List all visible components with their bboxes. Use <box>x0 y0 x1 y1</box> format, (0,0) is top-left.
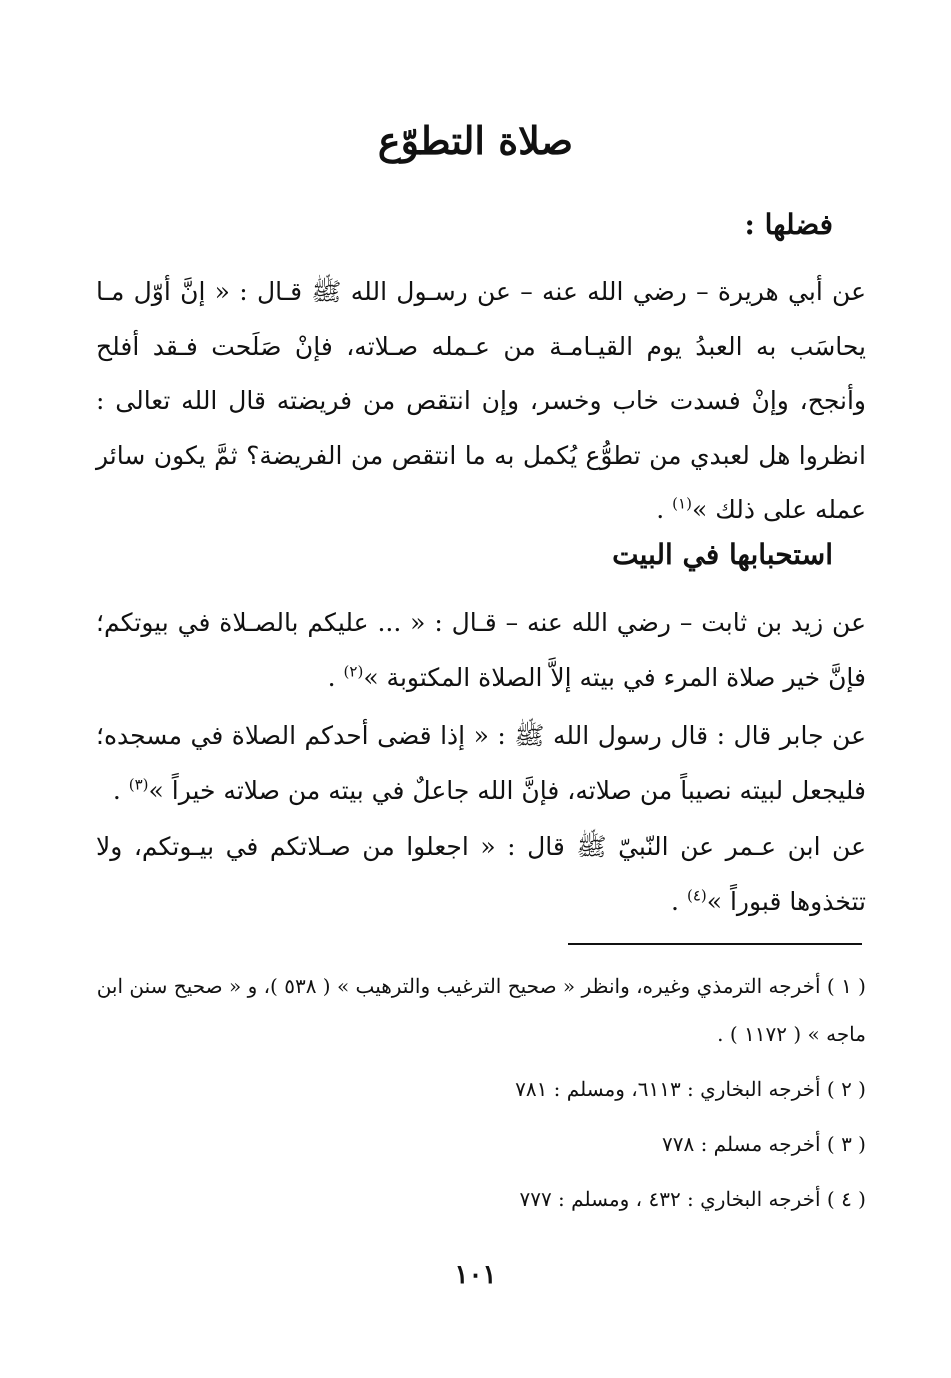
page-number: ١٠١ <box>454 1260 497 1290</box>
paragraph-abu-hurayra <box>96 265 866 538</box>
paragraph-end: . <box>112 775 129 805</box>
page-title: صلاة التطوّع <box>377 118 574 163</box>
paragraph-zayd <box>96 596 866 705</box>
footnote-1: ( ١ ) أخرجه الترمذي وغيره، وانظر « صحيح الترغيب والترهيب » ( ٥٣٨ )، و « صحيح سنن ابن ماجه » ( ١١٧٢ ) . <box>96 974 866 1046</box>
paragraph-end: . <box>656 495 673 524</box>
paragraph-end: . <box>671 886 687 916</box>
section-heading-virtue: فضلها : <box>744 208 833 241</box>
paragraph-ibn-umar <box>96 820 866 929</box>
footnote-ref-3: (٣) <box>128 775 149 794</box>
paragraph-jabir <box>96 709 866 818</box>
paragraph-text: عن أبي هريرة – رضي الله عنه – عن رسـول الله ﷺ قـال : « إنَّ أوّل مـا يحاسَب به العبدُ يوم القيـامـة من عـمله صـلاته، فإنْ صَلَحت فـقد أفلح وأنجح، وإنْ فسدت خاب وخسر، وإن انتقص من فريضته قال الله تعالى : انظروا هل لعبدي من تطوُّع يُكمل به ما انتقص من الفريضة؟ ثمَّ يكون سائر عمله على ذلك » <box>96 277 866 524</box>
paragraph-end: . <box>327 662 344 692</box>
footnote-4: ( ٤ ) أخرجه البخاري : ٤٣٢ ، ومسلم : ٧٧٧ <box>519 1187 866 1211</box>
footnote-ref-2: (٢) <box>343 662 364 681</box>
paragraph-text: عن زيد بن ثابت – رضي الله عنه – قـال : « ... عليكم بالصـلاة في بيوتكم؛ فإنَّ خير صلاة المرء في بيته إلاَّ الصلاة المكتوبة » <box>96 608 866 692</box>
footnote-ref-1: (١) <box>672 494 692 513</box>
footnote-divider <box>568 943 862 945</box>
paragraph-text: عن ابن عـمر عن النّبيّ ﷺ قال : « اجعلوا من صـلاتكم في بيـوتكم، ولا تتخذوها قبوراً » <box>96 832 866 916</box>
paragraph-text: عن جابر قال : قال رسول الله ﷺ : « إذا قضى أحدكم الصلاة في مسجده؛ فليجعل لبيته نصيباً من صلاته، فإنَّ الله جاعلٌ في بيته من صلاته خيراً » <box>96 721 866 805</box>
footnote-2: ( ٢ ) أخرجه البخاري : ٦١١٣، ومسلم : ٧٨١ <box>515 1077 866 1101</box>
section-heading-at-home: استحبابها في البيت <box>612 538 833 571</box>
footnote-ref-4: (٤) <box>686 886 707 905</box>
footnotes-list <box>96 962 866 1230</box>
footnote-3: ( ٣ ) أخرجه مسلم : ٧٧٨ <box>661 1132 866 1156</box>
